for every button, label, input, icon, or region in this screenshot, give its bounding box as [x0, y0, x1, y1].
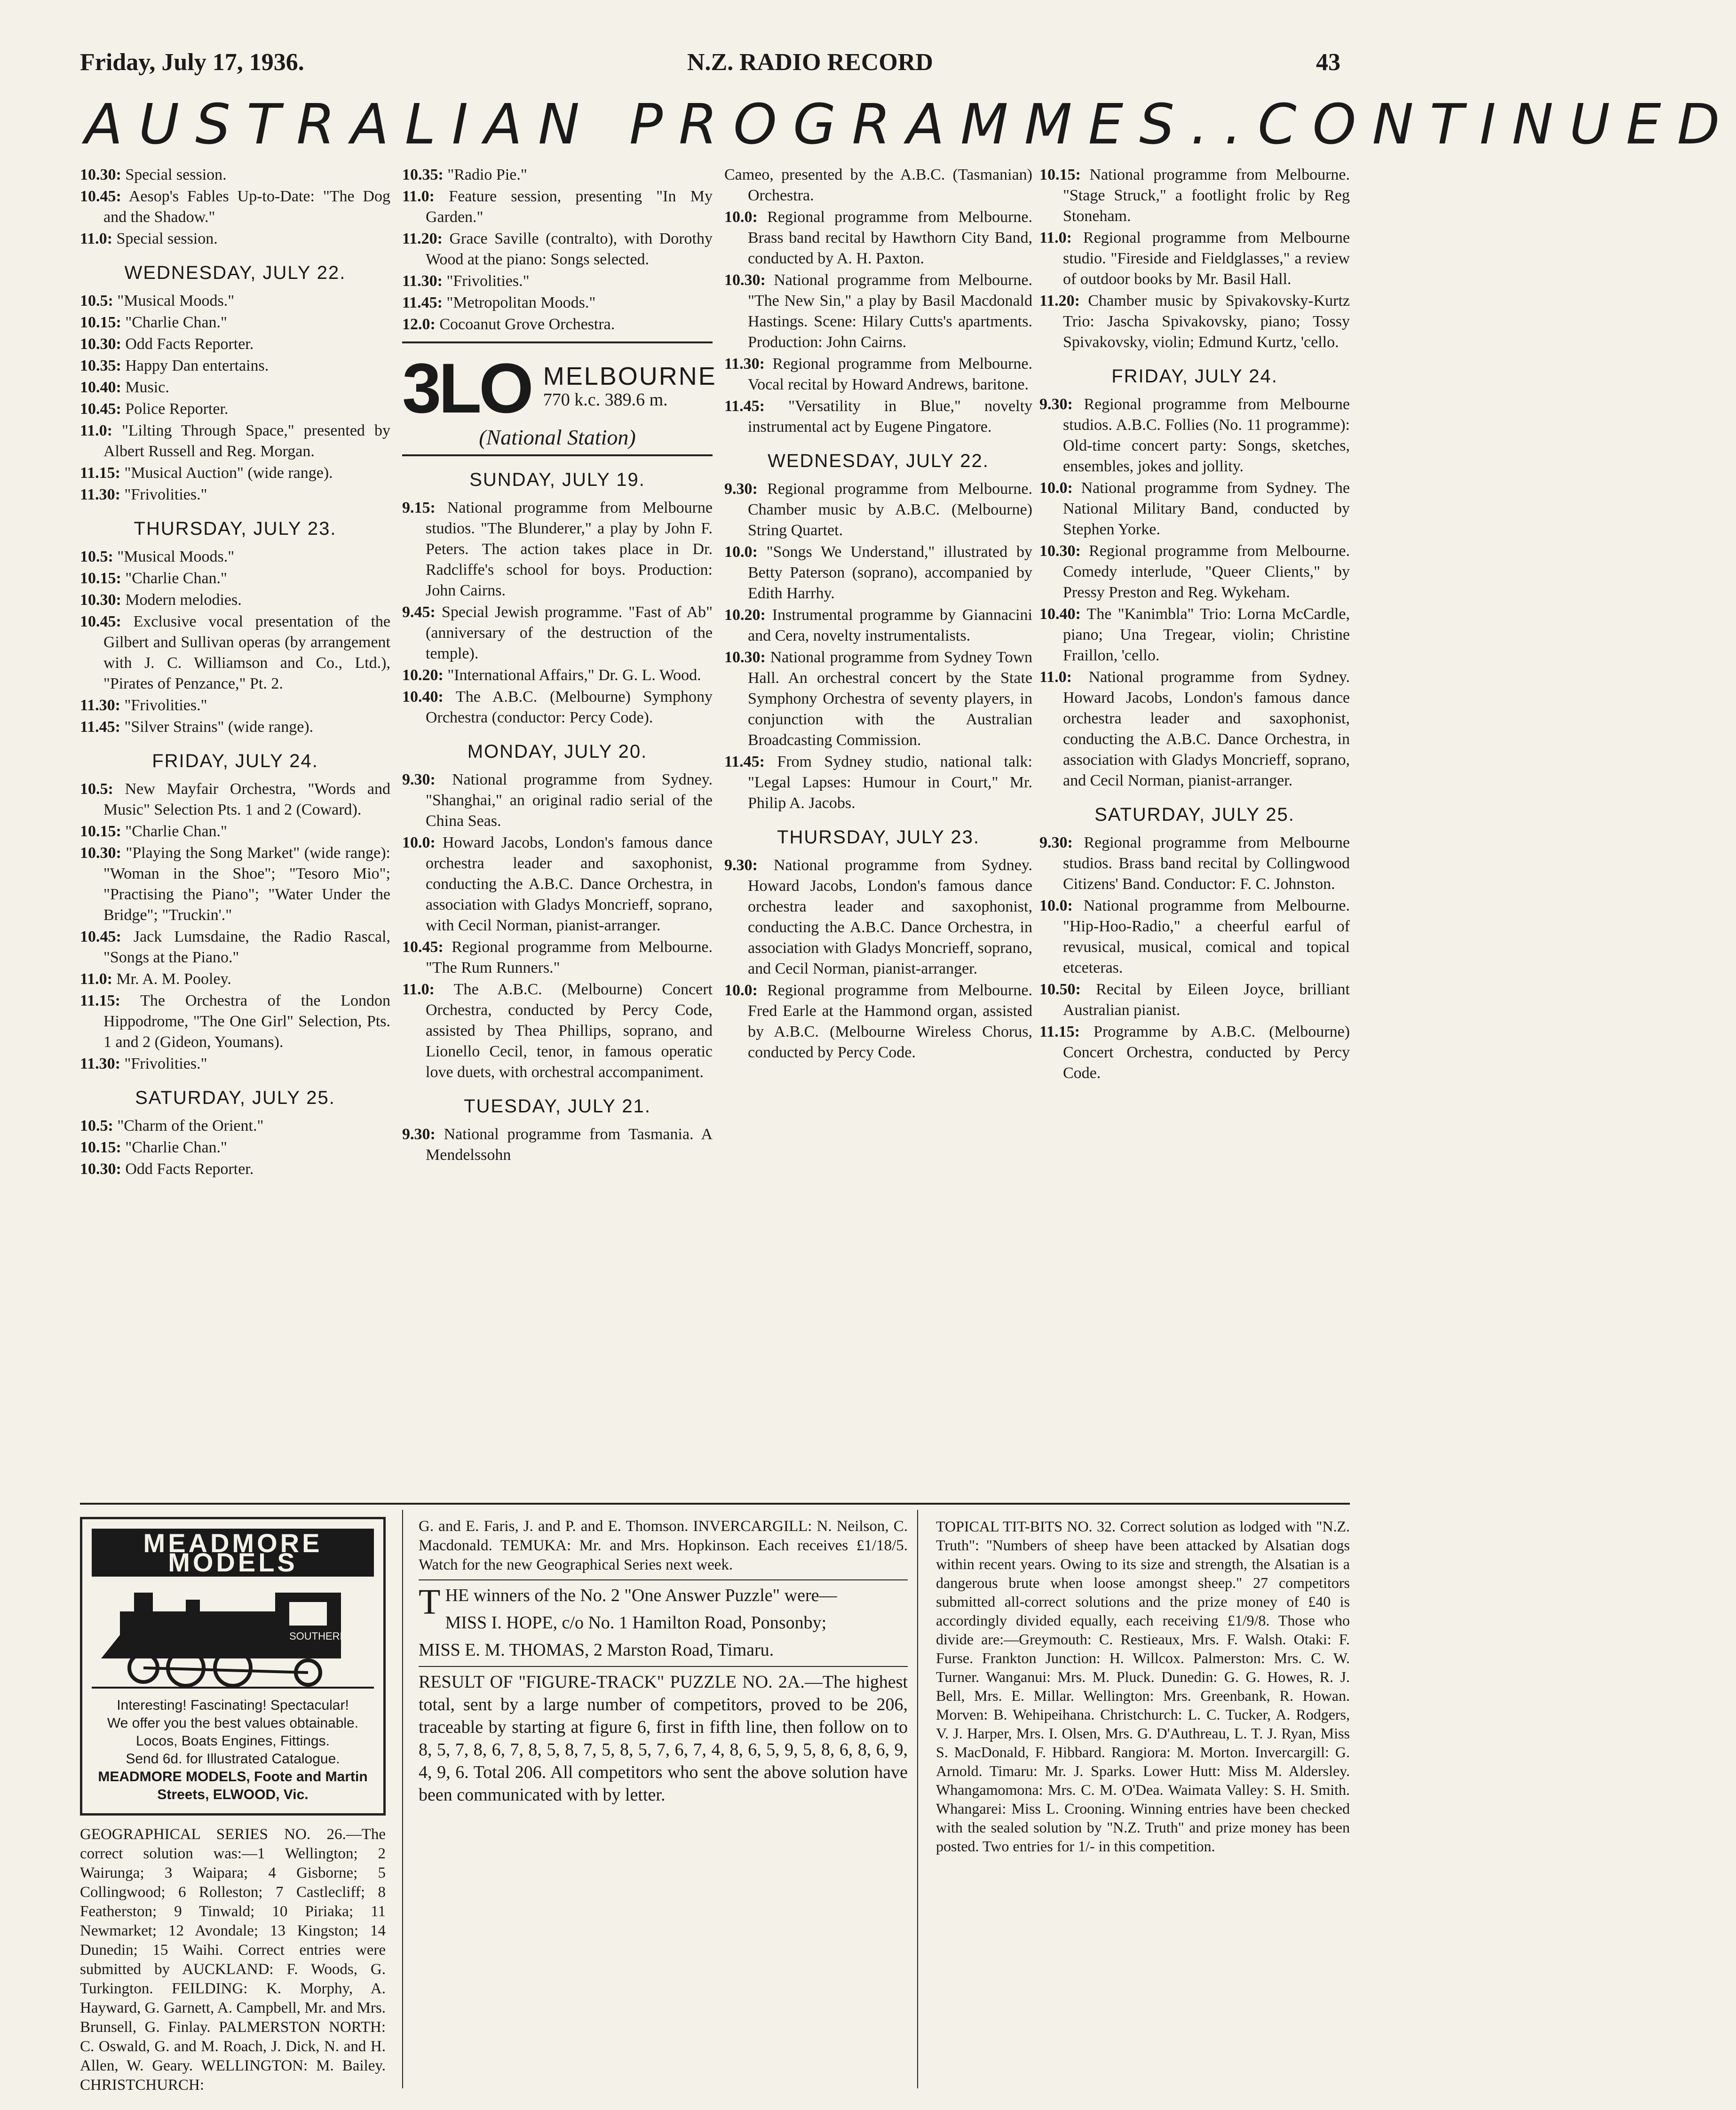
- programme-entry: [80, 420, 390, 462]
- programme-time: 10.5:: [80, 548, 113, 565]
- programme-entry: [80, 590, 390, 611]
- programme-description: The "Kanimbla" Trio: Lorna McCardle, piano; Una Tregear, violin; Christine Fraillon, 'cello.: [1063, 605, 1350, 664]
- geographical-series: GEOGRAPHICAL SERIES NO. 26.—The correct solution was:—1 Wellington; 2 Wairunga; 3 Waipara; 4 Gisborne; 5 Collingwood; 6 Rolleston; 7 Castlecliff; 8 Featherston; 9 Tinwald; 10 Piriaka; 11 Newmarket; 12 Avondale; 13 Kingston; 14 Dunedin; 15 Waihi. Correct entries were submitted by AUCKLAND: F. Woods, G. Turkington. FEILDING: K. Morphy, A. Hayward, G. Garnett, A. Campbell, Mr. and Mrs. Brunsell, G. Finlay. PALMERSTON NORTH: C. Oswald, G. and M. Roach, J. Dick, N. and H. Allen, W. Geary. WELLINGTON: M. Bailey. CHRISTCHURCH:: [80, 1826, 386, 2094]
- programme-entry: [724, 207, 1032, 269]
- bottom-left: [80, 1517, 386, 2100]
- programme-time: 11.45:: [724, 397, 765, 415]
- winner-2: MISS E. M. THOMAS, 2 Marston Road, Timaru.: [419, 1640, 774, 1660]
- programme-description: "International Affairs," Dr. G. L. Wood.: [447, 666, 701, 684]
- topical-tit-bits: TOPICAL TIT-BITS NO. 32. Correct solution as lodged with "N.Z. Truth": "Numbers of sheep have been attacked by Alsatian dogs within recent years. Owing to its size and strength, the Alsatian is a dangerous brute when loose amongst sheep." 27 competitors submitted all-correct solutions and the prize money of £40 is accordingly divided equally, each receiving £1/9/8. Those who divide are:—Greymouth: C. Restieaux, Mrs. F. Walsh. Otaki: F. Furse. Frankton Junction: H. Willcox. Palmerston: Mrs. C. W. Turner. Wanganui: Mrs. M. Pluck. Dunedin: G. G. Howes, R. J. Bell, Mrs. E. Millar. Wellington: Mrs. Greenbank, R. Howan. Morven: B. Wehipeihana. Christchurch: L. C. Tucker, A. Rodgers, V. J. Harper, Mrs. I. Olsen, Mrs. G. D'Authreau, L. T. J. Ryan, Miss S. MacDonald, F. Hibbard. Rangiora: M. Morton. Invercargill: G. Arnold. Timaru: Mr. J. Sparks. Lower Hutt: Miss M. Aldersley. Whangamomona: Mrs. C. M. O'Dea. Waimata Valley: S. H. Smith. Whangarei: Miss L. Crooning. Winning entries have been checked with the sealed solution by "N.Z. Truth" and prize money has been posted. Two entries for 1/- in this competition.: [936, 1518, 1350, 1855]
- programme-time: 9.30:: [1039, 834, 1073, 851]
- programme-time: 11.15:: [1039, 1023, 1080, 1040]
- programme-description: Feature session, presenting "In My Garden.": [426, 188, 713, 226]
- programme-entry: [80, 312, 390, 333]
- programme-entry: [80, 969, 390, 990]
- winner-1: MISS I. HOPE, c/o No. 1 Hamilton Road, Ponsonby;: [445, 1613, 827, 1633]
- programme-description: National programme from Melbourne. "Hip-Hoo-Radio," a cheerful earful of revusical, musical, comical and topical etceteras.: [1063, 897, 1350, 976]
- programme-entry: [1039, 1022, 1350, 1084]
- programme-description: "Musical Moods.": [117, 548, 235, 565]
- programme-description: "Charlie Chan.": [125, 570, 227, 587]
- programme-time: 9.30:: [1039, 396, 1073, 413]
- locomotive-number: SOUTHERN 864: [289, 1630, 368, 1642]
- advert-address: MEADMORE MODELS, Foote and Martin Streets, ELWOOD, Vic.: [98, 1769, 368, 1802]
- programme-entry: [80, 229, 390, 249]
- programme-description: "Metropolitan Moods.": [446, 294, 596, 311]
- programme-time: 12.0:: [402, 316, 436, 333]
- programme-entry: [1039, 394, 1350, 477]
- column-4: [1039, 165, 1350, 1085]
- programme-time: 10.45:: [80, 613, 121, 630]
- programme-entry: [80, 165, 390, 185]
- programme-description: "Charlie Chan.": [125, 314, 227, 331]
- programme-entry: [724, 752, 1032, 814]
- programme-entry: [724, 479, 1032, 541]
- programme-time: 10.30:: [724, 649, 766, 666]
- programme-time: 10.20:: [402, 666, 444, 684]
- programme-time: 10.15:: [80, 314, 121, 331]
- programme-description: "Playing the Song Market" (wide range): "Woman in the Shoe"; "Tesoro Mio"; "Practising the Piano"; "Water Under the Bridge"; "Truckin'.": [103, 844, 391, 924]
- figure-track-result: RESULT OF "FIGURE-TRACK" PUZZLE NO. 2A.—The highest total, sent by a large number of competitors, proved to be 206, traceable by starting at figure 6, first in fifth line, then follow on to 8, 5, 7, 8, 6, 7, 8, 5, 8, 7, 5, 8, 5, 7, 6, 7, 4, 8, 6, 5, 9, 5, 8, 6, 8, 6, 9, 4, 9, 6. Total 206. All competitors who sent the above solution have been communicated with by letter.: [419, 1672, 908, 1805]
- programme-description: Regional programme from Melbourne studios. Brass band recital by Collingwood Citizens' Band. Conductor: F. C. Johnston.: [1063, 834, 1350, 893]
- programme-time: 10.45:: [80, 400, 121, 418]
- programme-time: 10.30:: [1039, 542, 1081, 560]
- programme-entry: [402, 602, 713, 664]
- programme-description: Odd Facts Reporter.: [125, 335, 254, 353]
- programme-description: Special Jewish programme. "Fast of Ab" (anniversary of the destruction of the temple).: [426, 603, 713, 662]
- programme-entry: [80, 291, 390, 311]
- programme-time: 9.45:: [402, 603, 436, 621]
- day-heading: FRIDAY, JULY 24.: [152, 751, 318, 771]
- programme-description: "Charlie Chan.": [125, 1139, 227, 1156]
- programme-description: National programme from Melbourne. "The New Sin," a play by Basil Macdonald Hastings. Scene: Hilary Cutts's apartments. Production: John Cairns.: [748, 271, 1032, 351]
- programme-entry: [402, 186, 713, 228]
- programme-time: 11.45:: [80, 718, 120, 736]
- programme-description: "Songs We Understand," illustrated by Betty Paterson (soprano), accompanied by Edith Harrhy.: [748, 543, 1032, 602]
- programme-entry: [724, 855, 1032, 979]
- programme-description: The A.B.C. (Melbourne) Concert Orchestra, conducted by Percy Code, assisted by Thea Phillips, soprano, and Lionello Cecil, tenor, in famous operatic love duets, with orchestral accompaniment.: [426, 981, 713, 1081]
- programme-time: 10.30:: [80, 166, 121, 183]
- programme-entry: [80, 186, 390, 228]
- programme-time: 10.0:: [724, 543, 758, 561]
- programme-description: Modern melodies.: [125, 591, 242, 609]
- programme-description: Police Reporter.: [125, 400, 229, 418]
- geographical-continued: G. and E. Faris, J. and P. and E. Thomson. INVERCARGILL: N. Neilson, C. Macdonald. TEMUKA: Mr. and Mrs. Hopkinson. Each receives £1/18/5. Watch for the new Geographical Series next week.: [419, 1518, 908, 1573]
- programme-time: 9.15:: [402, 499, 436, 516]
- column-2: [402, 165, 717, 1166]
- publication-name: N.Z. RADIO RECORD: [687, 48, 933, 76]
- programme-description: "Versatility in Blue," novelty instrumental act by Eugene Pingatore.: [748, 397, 1033, 436]
- programme-entry: [80, 334, 390, 355]
- programme-description: From Sydney studio, national talk: "Legal Lapses: Humour in Court," Mr. Philip A. Jacobs.: [748, 753, 1032, 812]
- programme-time: 10.30:: [80, 844, 121, 862]
- programme-time: 10.40:: [1039, 605, 1081, 623]
- programme-entry: [80, 779, 390, 820]
- programme-entry: [80, 399, 390, 420]
- programme-time: 11.45:: [402, 294, 443, 311]
- programme-time: 11.15:: [80, 992, 120, 1009]
- programme-entry: [402, 833, 713, 936]
- programme-entry: [80, 991, 390, 1053]
- programme-entry: [724, 542, 1032, 604]
- programme-entry: [402, 314, 713, 335]
- programme-entry: [1039, 228, 1350, 290]
- programme-entry: [80, 1137, 390, 1158]
- programme-entry: [1039, 604, 1350, 666]
- programme-entry: [724, 396, 1032, 437]
- programme-time: 10.5:: [80, 780, 113, 798]
- programme-time: 11.30:: [80, 1055, 120, 1072]
- programme-description: Regional programme from Melbourne. Comedy interlude, "Queer Clients," by Pressy Preston and Reg. Wykeham.: [1063, 542, 1350, 601]
- advert-brand: MEADMORE MODELS: [92, 1529, 374, 1577]
- programme-time: 10.0:: [1039, 897, 1073, 914]
- programme-description: Regional programme from Melbourne. "The Rum Runners.": [426, 938, 713, 976]
- programme-description: Jack Lumsdaine, the Radio Rascal, "Songs at the Piano.": [103, 928, 390, 966]
- programme-entry: [402, 1124, 713, 1166]
- programme-description: "Frivolities.": [446, 272, 530, 290]
- programme-time: 10.0:: [1039, 479, 1073, 497]
- programme-entry: [80, 611, 390, 694]
- programme-time: 10.20:: [724, 606, 766, 624]
- programme-time: 11.0:: [1039, 229, 1072, 246]
- day-heading: SATURDAY, JULY 25.: [1094, 804, 1295, 825]
- programme-description: Happy Dan entertains.: [125, 357, 269, 374]
- programme-description: National programme from Sydney. Howard Jacobs, London's famous dance orchestra leader and saxophonist, conducting the A.B.C. Dance Orchestra, in association with Gladys Moncrieff, soprano, and Cecil Norman, pianist-arranger.: [748, 857, 1032, 977]
- programme-time: 9.30:: [402, 1126, 436, 1143]
- programme-description: National programme from Tasmania. A Mendelssohn: [426, 1126, 713, 1164]
- programme-entry: [402, 165, 713, 185]
- advert-line-3: Send 6d. for Illustrated Catalogue.: [126, 1751, 340, 1767]
- programme-time: 10.45:: [402, 938, 444, 956]
- day-heading: WEDNESDAY, JULY 22.: [124, 262, 346, 283]
- programme-entry: [80, 821, 390, 842]
- programme-description: Howard Jacobs, London's famous dance orchestra leader and saxophonist, conducting the A.B.C. Dance Orchestra, in association with Gladys Moncrieff, soprano, with Cecil Norman, pianist-arranger.: [426, 834, 713, 934]
- programme-time: 11.30:: [80, 486, 120, 503]
- programme-entry: [724, 165, 1032, 206]
- programme-time: 11.0:: [80, 970, 112, 988]
- programme-time: 10.30:: [80, 1160, 121, 1178]
- programme-description: Odd Facts Reporter.: [125, 1160, 254, 1178]
- programme-time: 10.50:: [1039, 981, 1081, 998]
- programme-time: 10.30:: [724, 271, 766, 289]
- day-heading: SUNDAY, JULY 19.: [469, 469, 645, 490]
- programme-entry: [1039, 291, 1350, 353]
- programme-time: 10.5:: [80, 1117, 113, 1134]
- programme-entry: [80, 356, 390, 376]
- programme-time: 11.45:: [724, 753, 765, 770]
- programme-description: National programme from Sydney. The National Military Band, conducted by Stephen Yorke.: [1063, 479, 1350, 538]
- day-heading: TUESDAY, JULY 21.: [464, 1096, 651, 1117]
- programme-description: Chamber music by Spivakovsky-Kurtz Trio: Jascha Spivakovsky, piano; Tossy Spivakovsky, violin; Edmund Kurtz, 'cello.: [1063, 292, 1350, 351]
- programme-description: Regional programme from Melbourne. Chamber music by A.B.C. (Melbourne) String Quartet.: [748, 480, 1032, 539]
- programme-time: 10.0:: [724, 208, 758, 226]
- programme-time: 10.0:: [402, 834, 436, 851]
- programme-description: "Frivolities.": [124, 486, 207, 503]
- programme-entry: [724, 354, 1032, 395]
- programme-time: 10.15:: [80, 1139, 121, 1156]
- programme-time: 11.20:: [1039, 292, 1080, 309]
- programme-description: Regional programme from Melbourne. Brass band recital by Hawthorn City Band, conducted by A. H. Paxton.: [748, 208, 1032, 267]
- page-header: [80, 43, 1340, 81]
- programme-time: 10.45:: [80, 188, 121, 205]
- programme-description: National programme from Sydney. "Shanghai," an original radio serial of the China Seas.: [426, 771, 713, 830]
- programme-entry: [402, 229, 713, 270]
- programme-time: 9.30:: [402, 771, 436, 788]
- programme-time: 10.30:: [80, 591, 121, 609]
- column-rule: [402, 1510, 403, 2088]
- column-3: [724, 165, 1032, 1064]
- programme-time: 11.0:: [402, 188, 435, 205]
- programme-description: Exclusive vocal presentation of the Gilbert and Sullivan operas (by arrangement with J. C. Williamson and Co., Ltd.), "Pirates of Penzance," Pt. 2.: [103, 613, 390, 692]
- programme-entry: [80, 547, 390, 567]
- locomotive-illustration: [92, 1583, 374, 1691]
- programme-entry: [402, 769, 713, 832]
- programme-description: "Silver Strains" (wide range).: [124, 718, 314, 736]
- station-block: [402, 349, 717, 428]
- programme-entry: [402, 979, 713, 1083]
- programme-time: 9.30:: [724, 480, 758, 498]
- programme-time: 11.15:: [80, 464, 120, 482]
- programme-description: "Musical Auction" (wide range).: [124, 464, 333, 482]
- column-1: [80, 165, 390, 1181]
- day-heading: WEDNESDAY, JULY 22.: [768, 451, 989, 471]
- station-label: (National Station): [479, 425, 636, 449]
- programme-entry: [402, 665, 713, 686]
- programme-description: Special session.: [125, 166, 227, 183]
- programme-entry: [724, 605, 1032, 646]
- programme-description: "Charm of the Orient.": [117, 1117, 264, 1134]
- programme-description: "Lilting Through Space," presented by Albert Russell and Reg. Morgan.: [103, 422, 390, 460]
- programme-description: Cocoanut Grove Orchestra.: [439, 316, 615, 333]
- programme-description: "Frivolities.": [124, 1055, 207, 1072]
- advert-text: [92, 1697, 374, 1804]
- programme-time: 11.30:: [724, 355, 765, 373]
- programme-description: Regional programme from Melbourne. Fred Earle at the Hammond organ, assisted by A.B.C. (Melbourne Wireless Chorus, conducted by Percy Code.: [748, 982, 1032, 1061]
- programme-description: Regional programme from Melbourne studios. A.B.C. Follies (No. 11 programme): Old-time concert party: Songs, sketches, ensembles, jokes and jollity.: [1063, 396, 1350, 475]
- programme-description: Regional programme from Melbourne studio. "Fireside and Fieldglasses," a review of outdoor books by Mr. Basil Hall.: [1063, 229, 1350, 288]
- programme-description: National programme from Sydney. Howard Jacobs, London's famous dance orchestra leader and saxophonist, conducting the A.B.C. Dance Orchestra, in association with Gladys Moncrieff, soprano, and Cecil Norman, pianist-arranger.: [1063, 668, 1350, 789]
- programme-time: 9.30:: [724, 857, 758, 874]
- bottom-middle: [409, 1517, 908, 1811]
- programme-description: "Charlie Chan.": [125, 823, 227, 840]
- programme-time: 10.5:: [80, 292, 113, 309]
- programme-time: 11.0:: [80, 422, 112, 439]
- programme-entry: [80, 695, 390, 716]
- programme-description: Programme by A.B.C. (Melbourne) Concert Orchestra, conducted by Percy Code.: [1063, 1023, 1350, 1082]
- programme-description: Grace Saville (contralto), with Dorothy Wood at the piano: Songs selected.: [426, 230, 713, 268]
- drop-cap: T: [419, 1582, 441, 1622]
- programme-time: 11.0:: [1039, 668, 1072, 686]
- programme-description: New Mayfair Orchestra, "Words and Music" Selection Pts. 1 and 2 (Coward).: [103, 780, 391, 818]
- programme-entry: [402, 271, 713, 292]
- programme-description: The A.B.C. (Melbourne) Symphony Orchestra (conductor: Percy Code).: [426, 688, 713, 726]
- programme-entry: [1039, 541, 1350, 603]
- programme-description: Special session.: [116, 230, 218, 247]
- programme-entry: [724, 647, 1032, 751]
- programme-description: National programme from Sydney Town Hall. An orchestral concert by the State Symphony Orchestra of seventy players, in conjunction with the Australian Broadcasting Commission.: [748, 649, 1033, 749]
- station-frequency: 770 k.c. 389.6 m.: [543, 390, 668, 410]
- programme-entry: [1039, 979, 1350, 1021]
- advert-line-1: Interesting! Fascinating! Spectacular!: [117, 1698, 349, 1713]
- programme-entry: [80, 843, 390, 926]
- programme-time: 10.35:: [402, 166, 444, 183]
- programme-time: 10.40:: [402, 688, 444, 706]
- programme-time: 11.30:: [402, 272, 443, 290]
- programme-description: National programme from Melbourne studios. "The Blunderer," a play by John F. Peters. The action takes place in Dr. Radcliffe's school for boys. Production: John Cairns.: [426, 499, 713, 599]
- programme-entry: [402, 293, 713, 313]
- programme-entry: [402, 687, 713, 728]
- section-divider: [80, 1503, 1350, 1505]
- programme-time: 10.0:: [724, 982, 758, 999]
- programme-description: Aesop's Fables Up-to-Date: "The Dog and the Shadow.": [103, 188, 391, 226]
- programme-description: Regional programme from Melbourne. Vocal recital by Howard Andrews, baritone.: [748, 355, 1032, 393]
- column-rule: [917, 1510, 918, 2088]
- station-city: MELBOURNE: [543, 362, 717, 390]
- page-title: AUSTRALIAN PROGRAMMES..CONTINUED: [85, 92, 1736, 157]
- programme-entry: [80, 717, 390, 738]
- programme-entry: [1039, 833, 1350, 895]
- programme-description: Music.: [125, 379, 169, 396]
- programme-entry: [80, 1054, 390, 1074]
- programme-entry: [80, 484, 390, 505]
- programme-description: "Frivolities.": [124, 697, 207, 714]
- advert-line-2: We offer you the best values obtainable. Locos, Boats Engines, Fittings.: [107, 1715, 359, 1749]
- programme-time: 10.15:: [80, 570, 121, 587]
- day-heading: MONDAY, JULY 20.: [467, 741, 648, 762]
- programme-entry: [724, 270, 1032, 353]
- programme-entry: [80, 1116, 390, 1136]
- programme-description: "Radio Pie.": [447, 166, 527, 183]
- programme-time: 10.15:: [1039, 166, 1081, 183]
- programme-entry: [1039, 478, 1350, 540]
- programme-time: 10.30:: [80, 335, 121, 353]
- programme-entry: [80, 377, 390, 398]
- day-heading: SATURDAY, JULY 25.: [135, 1087, 335, 1108]
- programme-entry: [1039, 896, 1350, 978]
- programme-time: 10.40:: [80, 379, 121, 396]
- programme-time: 11.0:: [402, 981, 435, 998]
- issue-date: Friday, July 17, 1936.: [80, 48, 304, 76]
- programme-description: Cameo, presented by the A.B.C. (Tasmanian) Orchestra.: [724, 166, 1032, 204]
- day-heading: THURSDAY, JULY 23.: [777, 827, 980, 848]
- programme-time: 11.30:: [80, 697, 120, 714]
- programme-description: Mr. A. M. Pooley.: [116, 970, 231, 988]
- programme-time: 11.0:: [80, 230, 112, 247]
- programme-time: 10.35:: [80, 357, 121, 374]
- meadmore-advert: [80, 1517, 386, 1816]
- programme-time: 11.20:: [402, 230, 443, 247]
- bottom-right: [936, 1517, 1350, 1860]
- programme-entry: [402, 498, 713, 601]
- programme-entry: [724, 980, 1032, 1063]
- programme-description: "Musical Moods.": [117, 292, 235, 309]
- programme-entry: [80, 463, 390, 484]
- day-heading: FRIDAY, JULY 24.: [1111, 366, 1278, 387]
- programme-entry: [1039, 165, 1350, 227]
- programme-entry: [80, 1159, 390, 1180]
- page-number: 43: [1316, 48, 1340, 76]
- programme-description: Instrumental programme by Giannacini and Cera, novelty instrumentalists.: [748, 606, 1032, 644]
- programme-entry: [80, 927, 390, 968]
- programme-description: Recital by Eileen Joyce, brilliant Australian pianist.: [1063, 981, 1350, 1019]
- day-heading: THURSDAY, JULY 23.: [134, 518, 337, 539]
- programme-description: National programme from Melbourne. "Stage Struck," a footlight frolic by Reg Stoneham.: [1063, 166, 1350, 225]
- programme-entry: [1039, 667, 1350, 791]
- programme-description: The Orchestra of the London Hippodrome, "The One Girl" Selection, Pts. 1 and 2 (Gideon, Youmans).: [103, 992, 391, 1051]
- programme-time: 10.45:: [80, 928, 121, 945]
- programme-entry: [80, 568, 390, 589]
- programme-entry: [402, 937, 713, 978]
- one-answer-puzzle: THE winners of the No. 2 "One Answer Puzzle" were—: [419, 1582, 837, 1622]
- programme-time: 10.15:: [80, 823, 121, 840]
- station-callsign: 3LO: [402, 349, 531, 428]
